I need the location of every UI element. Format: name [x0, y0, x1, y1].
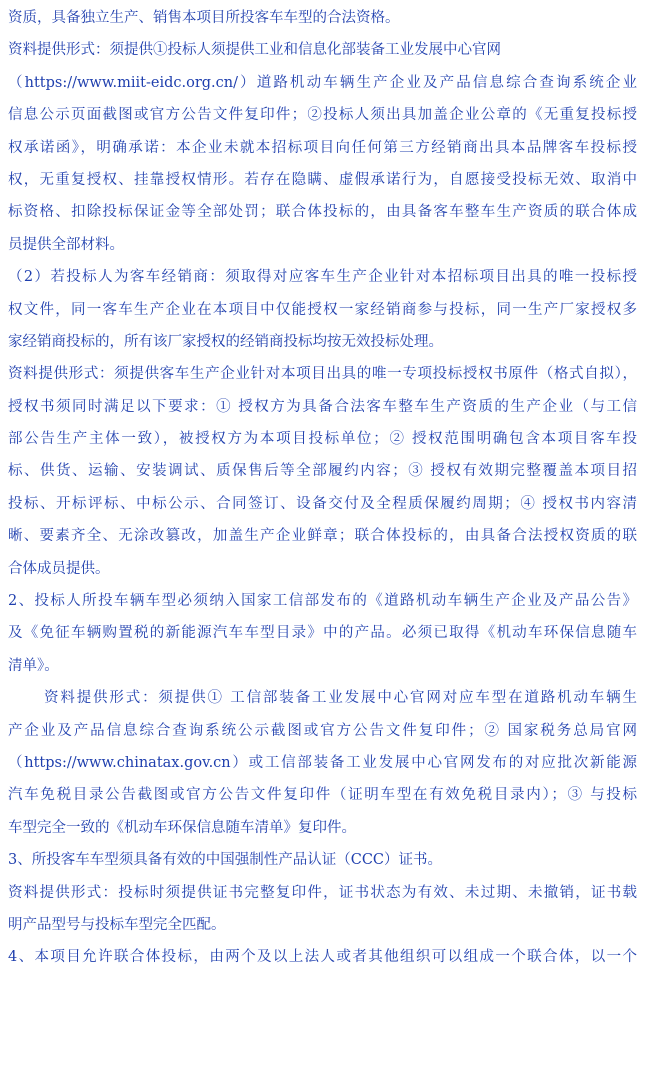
text-line: 资质，具备独立生产、销售本项目所投客车车型的合法资格。 — [8, 10, 400, 26]
text-line: 产企业及产品信息综合查询系统公示截图或官方公告文件复印件；② 国家税务总局官网 — [8, 722, 637, 739]
text-line: 汽车免税目录公告截图或官方公告文件复印件（证明车型在有效免税目录内）；③ 与投标 — [8, 787, 637, 804]
text-line: 部公告生产主体一致），被授权方为本项目投标单位；② 授权范围明确包含本项目客车投 — [8, 431, 637, 448]
text-line: 明产品型号与投标车型完全匹配。 — [8, 916, 226, 933]
text-line: 清单》。 — [8, 657, 59, 674]
text-line: 投标、开标评标、中标公示、合同签订、设备交付及全程质保履约周期；④ 授权书内容清 — [8, 495, 637, 512]
text-line: 标资格、扣除投标保证金等全部处罚；联合体投标的，由具备客车整车生产资质的联合体成 — [8, 204, 637, 221]
text-line: 资料提供形式：投标时须提供证书完整复印件，证书状态为有效、未过期、未撤销，证书载 — [8, 884, 637, 901]
text-line: 权承诺函》，明确承诺：本企业未就本招标项目向任何第三方经销商出具本品牌客车投标授 — [8, 139, 637, 156]
text-line: 标、供货、运输、安装调试、质保售后等全部履约内容；③ 授权有效期完整覆盖本项目招 — [8, 463, 637, 480]
text-line: 资料提供形式：须提供客车生产企业针对本项目出具的唯一专项投标授权书原件（格式自拟）， — [8, 366, 637, 383]
text-line: （https://www.miit-eidc.org.cn/）道路机动车辆生产企业及产品信息综合查询系统企业 — [8, 74, 637, 91]
text-line: 晰、要素齐全、无涂改篡改，加盖生产企业鲜章；联合体投标的，由具备合法授权资质的联 — [8, 528, 637, 545]
text-line: 3、所投客车车型须具备有效的中国强制性产品认证（CCC）证书。 — [8, 852, 443, 869]
text-line: 资料提供形式：须提供① 工信部装备工业发展中心官网对应车型在道路机动车辆生 — [44, 690, 637, 707]
text-line: 合体成员提供。 — [8, 560, 110, 577]
text-line: （https://www.chinatax.gov.cn）或工信部装备工业发展中心官网发布的对应批次新能源 — [8, 754, 637, 771]
text-line: 4、本项目允许联合体投标，由两个及以上法人或者其他组织可以组成一个联合体，以一个 — [8, 949, 637, 966]
text-line: （2）若投标人为客车经销商：须取得对应客车生产企业针对本招标项目出具的唯一投标授 — [8, 269, 637, 286]
text-line: 授权书须同时满足以下要求：① 授权方为具备合法客车整车生产资质的生产企业（与工信 — [8, 398, 637, 415]
text-line: 2、投标人所投车辆车型必须纳入国家工信部发布的《道路机动车辆生产企业及产品公告》 — [8, 593, 637, 610]
text-line: 信息公示页面截图或官方公告文件复印件；②投标人须出具加盖企业公章的《无重复投标授 — [8, 107, 637, 124]
text-line: 及《免征车辆购置税的新能源汽车车型目录》中的产品。必须已取得《机动车环保信息随车 — [8, 625, 637, 642]
text-line: 权，无重复授权、挂靠授权情形。若存在隐瞒、虚假承诺行为，自愿接受投标无效、取消中 — [8, 171, 637, 188]
text-line: 资料提供形式：须提供①投标人须提供工业和信息化部装备工业发展中心官网 — [8, 42, 501, 59]
text-line: 家经销商投标的，所有该厂家授权的经销商投标均按无效投标处理。 — [8, 333, 443, 350]
text-line: 权文件，同一客车生产企业在本项目中仅能授权一家经销商参与投标，同一生产厂家授权多 — [8, 301, 637, 318]
text-line: 员提供全部材料。 — [8, 236, 124, 253]
text-line: 车型完全一致的《机动车环保信息随车清单》复印件。 — [8, 819, 356, 836]
